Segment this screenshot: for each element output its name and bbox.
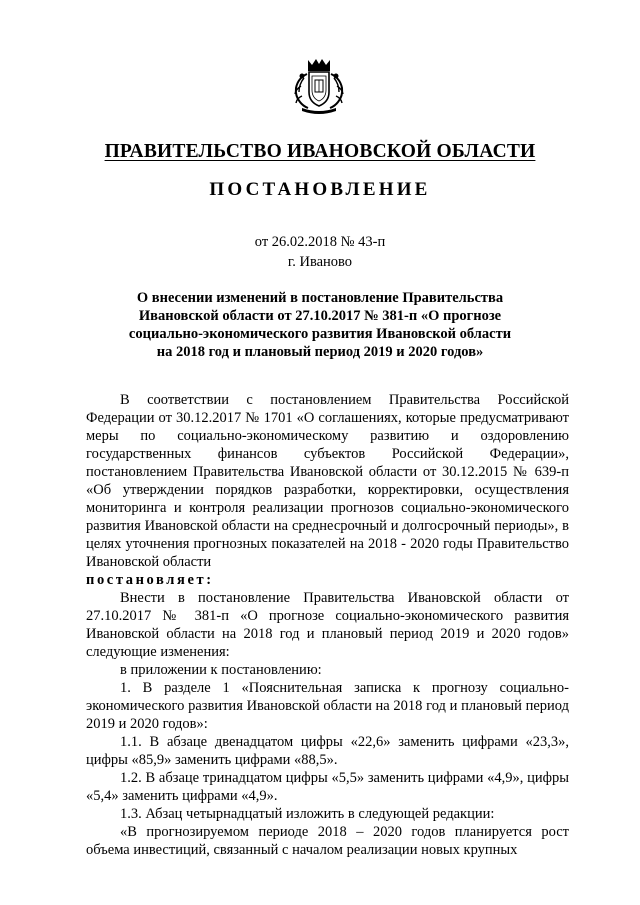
body-paragraph: в приложении к постановлению: — [120, 662, 322, 678]
document-date-number: от 26.02.2018 № 43-п — [254, 234, 386, 250]
body-paragraph: 1.3. Абзац четырнадцатый изложить в следующей редакции: — [120, 806, 495, 822]
subject-line: О внесении изменений в постановление Правительства — [136, 290, 504, 306]
government-title: ПРАВИТЕЛЬСТВО ИВАНОВСКОЙ ОБЛАСТИ — [104, 141, 536, 162]
subject-line: на 2018 год и плановый период 2019 и 2020 годов» — [156, 344, 484, 360]
document-subject — [80, 289, 560, 361]
subject-line: социально-экономического развития Ивановской области — [128, 326, 512, 342]
decree-word: постановляет: — [86, 572, 214, 588]
document-type-heading: ПОСТАНОВЛЕНИЕ — [209, 179, 431, 200]
preamble-paragraph: В соответствии с постановлением Правительства Российской Федерации от 30.12.2017 № 1701 «О соглашениях, которые предусматривают меры по социально-экономическому развитию и оздоровлению государственных финансов субъектов Российской Федерации», постановлением Правительства Ивановской области от 30.12.2015 № 639-п «Об утверждении порядков разработки, корректировки, осуществления мониторинга и контроля реализации прогнозов социально-экономического развития Ивановской области на среднесрочный и долгосрочный периоды», в целях уточнения прогнозных показателей на 2018 - 2020 годы Правительство Ивановской области — [86, 392, 569, 570]
body-paragraph: 1. В разделе 1 «Пояснительная записка к прогнозу социально-экономического развития Ивановской области на 2018 год и плановый период 2019 и 2020 годов»: — [86, 680, 569, 732]
decree-word-paragraph — [86, 571, 569, 589]
subject-line: Ивановской области от 27.10.2017 № 381-п «О прогнозе — [138, 308, 502, 324]
body-paragraph: 1.1. В абзаце двенадцатом цифры «22,6» заменить цифрами «23,3», цифры «85,9» заменить цифрами «88,5». — [86, 734, 569, 768]
document-city: г. Иваново — [287, 254, 353, 270]
body-paragraph: 1.2. В абзаце тринадцатом цифры «5,5» заменить цифрами «4,9», цифры «5,4» заменить цифрами «4,9». — [86, 770, 569, 804]
document-body — [86, 391, 569, 859]
ivanovo-coat-of-arms-icon — [290, 56, 348, 116]
body-paragraph: «В прогнозируемом периоде 2018 – 2020 годов планируется рост объема инвестиций, связанный с началом реализации новых крупных — [86, 824, 569, 858]
body-paragraph: Внести в постановление Правительства Ивановской области от 27.10.2017 № 381-п «О прогнозе социально-экономического развития Ивановской области на 2018 год и плановый период 2019 и 2020 годов» следующие изменения: — [86, 590, 569, 660]
